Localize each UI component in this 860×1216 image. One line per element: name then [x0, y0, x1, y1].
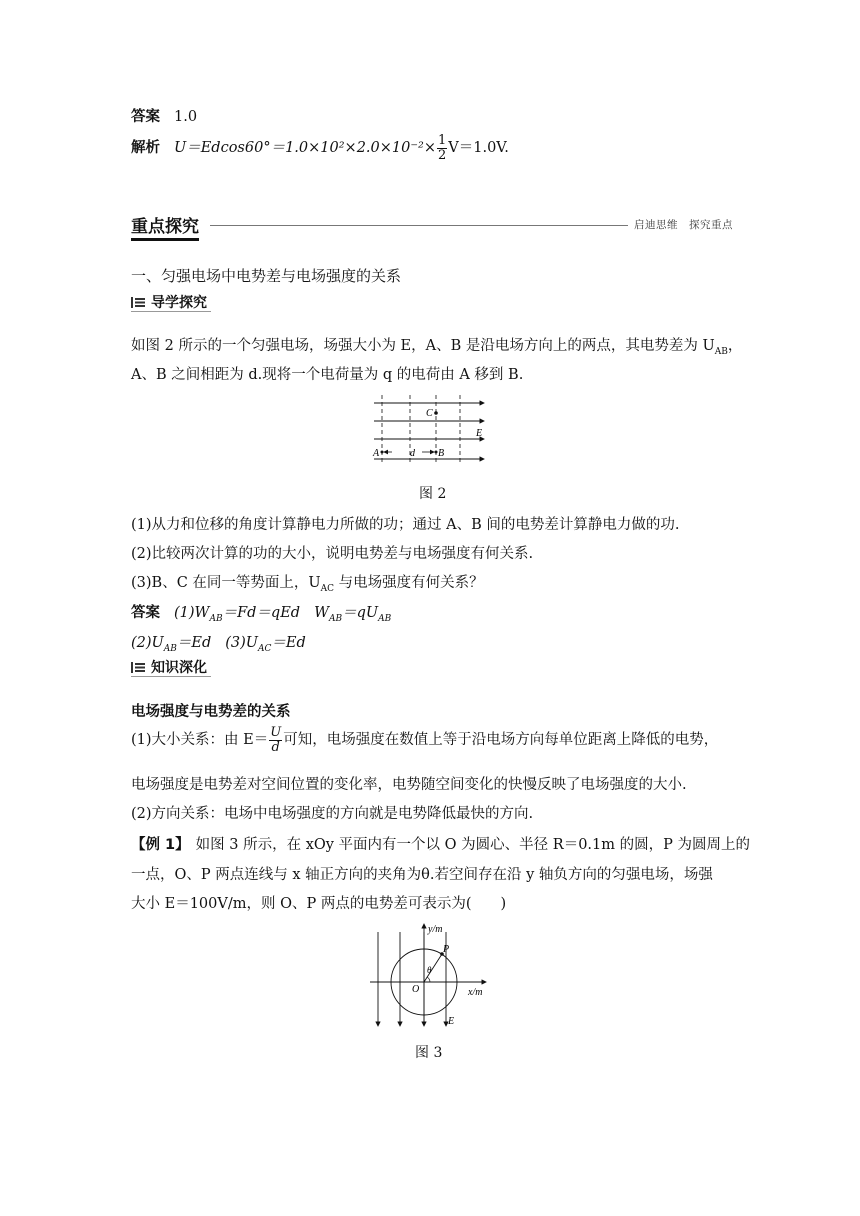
answer-2-part-2b: ＝Ed — [176, 635, 212, 651]
figure-2-diagram — [370, 393, 495, 465]
example-1-text-1: 如图 3 所示，在 xOy 平面内有一个以 O 为圆心、半径 R＝0.1m 的圆，P 为圆周上的 — [195, 837, 750, 853]
answer-2-line-2 — [131, 631, 306, 654]
fraction-denominator: 2 — [437, 147, 447, 163]
intro-subscript: AB — [714, 346, 728, 357]
point-a-dot — [381, 451, 384, 454]
answer-2-part-1a: (1)W — [174, 605, 210, 621]
answer-2-part-2c: (3)U — [225, 635, 259, 651]
answer-2-sub-5: AC — [258, 643, 272, 654]
label-c: C — [426, 408, 433, 419]
answer-2-part-1d: ＝qU — [342, 605, 379, 621]
heading-relation: 一、匀强电场中电势差与电场强度的关系 — [131, 267, 402, 285]
analysis-line — [131, 134, 509, 162]
relation-1-text-b: 可知，电场强度在数值上等于沿电场方向每单位距离上降低的电势， — [283, 732, 719, 749]
analysis-expression-right: V＝1.0V. — [448, 140, 509, 157]
equipotential-lines — [382, 395, 460, 463]
answer-2-sub-4: AB — [163, 643, 177, 654]
question-1: (1)从力和位移的角度计算静电力所做的功；通过 A、B 间的电势差计算静电力做的功. — [131, 517, 680, 533]
tag-explore — [131, 292, 207, 312]
question-2: (2)比较两次计算的功的大小，说明电势差与电场强度有何关系. — [131, 546, 534, 562]
label-d: d — [410, 448, 415, 459]
figure-2-caption: 图 2 — [419, 486, 447, 502]
intro-end: ， — [727, 338, 743, 354]
relation-line-3: (2)方向关系：电场中电场强度的方向就是电势降低最快的方向. — [131, 806, 534, 822]
fraction-numerator: 1 — [437, 133, 447, 148]
tag-deepen-underline — [131, 676, 211, 677]
relation-line-2: 电场强度是电势差对空间位置的变化率，电势随空间变化的快慢反映了电场强度的大小. — [131, 777, 687, 793]
label-b: B — [438, 448, 445, 459]
answer-2-part-1c: W — [314, 605, 329, 621]
figure-3-caption: 图 3 — [415, 1045, 443, 1061]
example-1-line-1 — [131, 833, 750, 854]
analysis-label: 解析 — [131, 139, 160, 157]
label-y-axis: y/m — [428, 924, 443, 935]
list-icon — [131, 662, 145, 673]
answer-value: 1.0 — [174, 109, 198, 125]
example-1-line-2: 一点，O、P 两点连线与 x 轴正方向的夹角为θ.若空间存在沿 y 轴负方向的匀强电场，场强 — [131, 867, 713, 883]
question-3-text-b: 与电场强度有何关系？ — [334, 575, 484, 591]
answer-2-line-1 — [131, 601, 391, 624]
label-theta: θ — [427, 965, 432, 975]
point-c-dot — [434, 411, 438, 415]
answer-2-sub-1: AB — [209, 613, 223, 624]
tag-deepen-label: 知识深化 — [151, 660, 207, 676]
label-e: E — [448, 1016, 455, 1027]
intro-text-1: 如图 2 所示的一个匀强电场，场强大小为 E，A、B 是沿电场方向上的两点，其电势差为 U — [131, 338, 715, 354]
question-3-subscript: AC — [320, 583, 335, 594]
section-title: 重点探究 — [131, 212, 199, 241]
relation-title: 电场强度与电势差的关系 — [131, 704, 291, 720]
question-3-text-a: (3)B、C 在同一等势面上，U — [131, 575, 321, 591]
label-o: O — [412, 984, 420, 995]
label-e: E — [476, 428, 483, 439]
relation-denominator: d — [271, 739, 280, 755]
analysis-fraction — [437, 134, 447, 162]
list-icon — [131, 297, 145, 308]
answer-2-part-2a: (2)U — [131, 635, 164, 651]
example-1-label: 【例 1】 — [131, 837, 190, 853]
field-lines-downward — [378, 932, 446, 1026]
question-3 — [131, 571, 484, 594]
answer-2-part-2d: ＝Ed — [271, 635, 306, 651]
tag-explore-underline — [131, 311, 211, 312]
relation-numerator: U — [270, 725, 282, 740]
relation-line-1 — [131, 726, 718, 754]
section-side-tag: 启迪思维 探究重点 — [634, 219, 733, 231]
figure-3-diagram — [368, 920, 493, 1032]
answer-label: 答案 — [131, 108, 160, 125]
angle-arc — [427, 977, 430, 982]
section-rule — [210, 225, 628, 226]
label-a: A — [373, 448, 380, 459]
answer-2-sub-2: AB — [328, 613, 343, 624]
relation-fraction — [269, 726, 282, 754]
analysis-expression-left: U＝Edcos60°＝1.0×10²×2.0×10⁻²× — [174, 140, 436, 157]
label-p: P — [443, 944, 450, 955]
label-x-axis: x/m — [468, 987, 483, 998]
intro-line-1 — [131, 334, 742, 357]
intro-line-2: A、B 之间相距为 d.现将一个电荷量为 q 的电荷由 A 移到 B. — [131, 367, 524, 383]
example-1-line-3: 大小 E＝100V/m，则 O、P 两点的电势差可表示为( ) — [131, 896, 507, 912]
tag-deepen — [131, 657, 207, 677]
relation-1-text-a: (1)大小关系：由 E＝ — [131, 732, 269, 749]
answer-2-part-1b: ＝Fd＝qEd — [222, 605, 301, 621]
answer-line — [131, 105, 197, 126]
answer-2-sub-3: AB — [378, 613, 392, 624]
tag-explore-label: 导学探究 — [151, 295, 207, 311]
answer-2-label: 答案 — [131, 604, 160, 621]
